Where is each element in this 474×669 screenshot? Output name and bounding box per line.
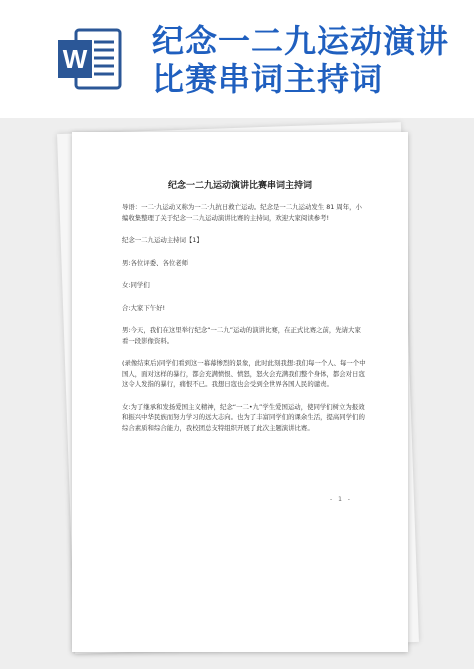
- header-banner: [0, 0, 474, 118]
- banner-title: 纪念一二九运动演讲比赛串词主持词: [152, 22, 450, 98]
- paragraph: 导语：一二·九运动又称为一二·九抗日救亡运动。纪念是一二九运动发生 81 周年，小编收集整理了关于纪念一二九运动演讲比赛的主持词，欢迎大家阅读参考!: [122, 203, 362, 222]
- page-number: - 1 -: [330, 496, 352, 503]
- paragraph: 合:大家下午好!: [122, 303, 166, 312]
- document-body: [122, 202, 366, 445]
- word-document-icon: [58, 28, 122, 90]
- paragraph: 女:为了继承和发扬爱国主义精神，纪念“一二•九”学生爱国运动，使同学们树立为报效和振兴中华民族而努力学习的远大志向。也为了丰富同学们的课余生活，提高同学们的综合素质和综合能力，我校团总支特组织开展了此次主题演讲比赛。: [122, 402, 365, 432]
- paragraph: 纪念一二九运动主持词【1】: [122, 236, 203, 244]
- logo-letter: W: [62, 44, 88, 74]
- paragraph: 男:各位评委、各位老师: [122, 258, 189, 267]
- paragraph: 男:今天，我们在这里举行纪念“一二九”运动的演讲比赛，在正式比赛之前，先请大家看一段影像资料。: [122, 326, 361, 345]
- document-page: [72, 132, 408, 652]
- paragraph: 女:同学们: [122, 281, 150, 289]
- paragraph: (录像结束后)同学们看到这一幕幕惨烈的景象，此时此刻我想:我们每一个人、每一个中国人，面对这样的暴行，都会充满愤恨、愤怒，怒火会充满我们整个身体，都会对日寇这令人发指的暴行，痛恨不已。我想日寇也会受到全世界各国人民的谴责。: [122, 359, 366, 388]
- document-title: 纪念一二九运动演讲比赛串词主持词: [167, 181, 312, 191]
